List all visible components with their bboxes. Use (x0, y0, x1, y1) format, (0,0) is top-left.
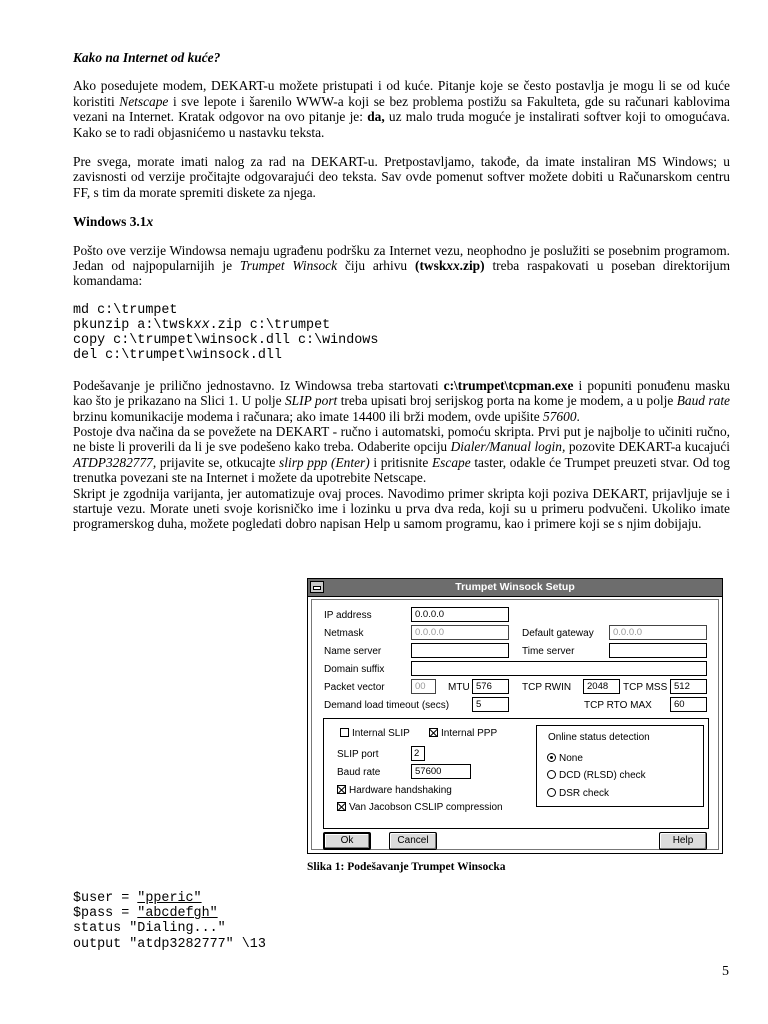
tcp-mss-input[interactable]: 512 (670, 679, 707, 694)
demand-load-timeout-label: Demand load timeout (secs) (324, 700, 450, 711)
code-block-install (73, 303, 730, 364)
internal-slip-checkbox[interactable] (340, 728, 410, 739)
tcp-mss-label: TCP MSS (623, 682, 668, 693)
ip-address-input[interactable]: 0.0.0.0 (411, 607, 509, 622)
text-bold-da: da, (367, 109, 385, 125)
hardware-handshaking-checkbox[interactable] (337, 785, 452, 796)
paragraph-requirements: Pre svega, morate imati nalog za rad na DEKART-u. Pretpostavljamo, takođe, da imate instaliran MS Windows; u zavisnosti od verzije pročitajte odgovarajući deo teksta. Sav ovde pomenut softver možete dobiti u Računarskom centru FF, s tim da morate spremiti diskete za njega. (73, 154, 730, 200)
password-value: "abcdefgh" (137, 906, 218, 922)
text: i popuniti ponuđenu masku kao što je prikazano na Slici 1. U polje (73, 377, 730, 409)
default-gateway-label: Default gateway (522, 628, 594, 639)
text: i pritisnite (369, 454, 432, 470)
online-status-group (536, 725, 704, 807)
checkbox-checked-icon (429, 728, 438, 737)
text: xx (446, 258, 460, 274)
checkbox-unchecked-icon (340, 728, 349, 737)
slip-port-label: SLIP port (337, 749, 379, 760)
text: SLIP port (284, 393, 338, 409)
paragraph-connect (73, 424, 730, 486)
ip-address-label: IP address (324, 610, 372, 621)
netmask-input[interactable]: 0.0.0.0 (411, 625, 509, 640)
text: čiju arhivu (337, 258, 416, 274)
help-button[interactable]: Help (659, 832, 707, 850)
text: Ako posedujete modem, DEKART-u možete pristupati i od kuće. Pitanje koje se često postavlja je mogu li se od kuće koristiti (73, 78, 730, 109)
mtu-input[interactable]: 576 (472, 679, 509, 694)
text: (twsk (415, 258, 447, 274)
name-server-label: Name server (324, 646, 382, 657)
trumpet-winsock-dialog (307, 578, 723, 854)
text: uz malo truda moguće je instalirati softver koji to omogućava. Kako se to radi objasnićemo u nastavku teksta. (73, 109, 731, 140)
checkbox-label: Hardware handshaking (349, 785, 452, 796)
radio-unselected-icon (547, 770, 556, 779)
text: . (576, 408, 580, 424)
dialog-body (311, 599, 719, 850)
status-dcd-radio[interactable] (547, 770, 646, 781)
checkbox-checked-icon (337, 802, 346, 811)
text: treba raspakovati u poseban direktorijum komandama: (73, 258, 730, 289)
packet-vector-label: Packet vector (324, 682, 385, 693)
text-archive-name (415, 258, 485, 273)
name-server-input[interactable] (411, 643, 509, 658)
mtu-label: MTU (448, 682, 470, 693)
username-value: "pperic" (137, 891, 202, 906)
internal-ppp-checkbox[interactable] (429, 728, 497, 739)
packet-vector-input[interactable]: 00 (411, 679, 436, 694)
default-gateway-input[interactable]: 0.0.0.0 (609, 625, 707, 640)
text: 57600 (543, 408, 577, 424)
slip-port-input[interactable]: 2 (411, 746, 425, 761)
online-status-title: Online status detection (548, 732, 650, 743)
text: Dialer/Manual login, (450, 439, 566, 455)
text: Podešavanje je prilično jednostavno. Iz Windowsa treba startovati (73, 377, 444, 393)
document-page (73, 50, 730, 532)
baud-rate-input[interactable]: 57600 (411, 764, 471, 779)
checkbox-label: Van Jacobson CSLIP compression (349, 802, 503, 813)
text: i sve lepote i šarenilo WWW-a koji se bez problema postižu sa Fakulteta, gde su računari kablovima vezani na Internet. Kratak odgovor na ovo pitanje je: (73, 93, 730, 125)
code-line: md c:\trumpet (73, 302, 178, 318)
text: Windows 3.1 (73, 214, 147, 230)
serial-settings-group (323, 718, 709, 829)
code-line: status "Dialing..." (73, 921, 226, 937)
text: taster, odakle će Trumpet preuzeti stvar. Od tog trenutka povezani ste na Internet i možete da upotrebite Netscape. (73, 454, 730, 486)
baud-rate-label: Baud rate (337, 767, 381, 778)
status-none-radio[interactable] (547, 753, 583, 764)
text: Baud rate (676, 393, 730, 409)
heading-internet-from-home: Kako na Internet od kuće? (73, 50, 221, 65)
paragraph-trumpet (73, 243, 730, 289)
text: pozovite DEKART-a kucajući (565, 439, 730, 455)
dialog-titlebar (308, 579, 722, 597)
checkbox-checked-icon (337, 785, 346, 794)
vj-compression-checkbox[interactable] (337, 802, 503, 813)
status-dsr-radio[interactable] (547, 788, 609, 799)
figure-caption: Slika 1: Podešavanje Trumpet Winsocka (307, 861, 506, 873)
checkbox-label: Internal PPP (441, 728, 498, 739)
code-line: del c:\trumpet\winsock.dll (73, 348, 282, 364)
tcp-rwin-input[interactable]: 2048 (583, 679, 620, 694)
code-line: $pass = (73, 906, 138, 922)
demand-load-timeout-input[interactable]: 5 (472, 697, 509, 712)
dialog-title: Trumpet Winsock Setup (455, 581, 575, 593)
text: .zip) (459, 258, 485, 274)
text: Postoje dva načina da se povežete na DEKART - ručno i automatski, pomoću skripta. Prvi put je najbolje to učiniti ručno, ne biste li proverili da li je sve podešeno kako treba. Odaberite opciju (73, 423, 730, 455)
text: prijavite se, otkucajte (156, 454, 280, 470)
time-server-input[interactable] (609, 643, 707, 658)
code-line: copy c:\trumpet\winsock.dll c:\windows (73, 333, 379, 349)
code-line: pkunzip a:\twsk (73, 318, 194, 334)
paragraph-script: Skript je zgodnija varijanta, jer automatizuje ovaj proces. Navodimo primer skripta koji poziva DEKART, prijavljuje se i startuje vezu. Morate uneti svoje korisničko ime i lozinku u prva dva reda, koji su u primeru podvučeni. Ukoliko imate programerskog duha, možete pogledati dobro napisan Help u samom programu, kao i primere koji se s njim dobijaju. (73, 485, 730, 532)
text: ATDP3282777, (73, 454, 157, 470)
tcp-rwin-label: TCP RWIN (522, 682, 572, 693)
code-line: $user = (73, 891, 138, 906)
domain-suffix-input[interactable] (411, 661, 707, 676)
code-block-script (73, 891, 266, 952)
text: x (146, 214, 154, 230)
text-netscape: Netscape (119, 93, 169, 109)
time-server-label: Time server (522, 646, 575, 657)
radio-selected-icon (547, 753, 556, 762)
text: Escape (432, 454, 471, 470)
code-line: xx (193, 318, 210, 334)
radio-label: DCD (RLSD) check (559, 770, 646, 781)
radio-unselected-icon (547, 788, 556, 797)
text-trumpet-winsock: Trumpet Winsock (239, 258, 338, 274)
radio-label: None (559, 753, 583, 764)
text-tcpman-path: c:\trumpet\tcpman.exe (443, 377, 574, 393)
netmask-label: Netmask (324, 628, 364, 639)
text: brzinu komunikacije modema i računara; ako imate 14400 ili brži modem, ovde upišite (73, 408, 544, 424)
ok-button[interactable]: Ok (323, 832, 371, 850)
domain-suffix-label: Domain suffix (324, 664, 385, 675)
page-number: 5 (722, 964, 729, 979)
paragraph-setup (73, 378, 730, 424)
code-line: .zip c:\trumpet (209, 318, 331, 334)
text: Pošto ove verzije Windowsa nemaju ugrađenu podršku za Internet vezu, neophodno je poslužiti se posebnim programom. Jedan od najpopularnijih je (73, 242, 730, 274)
code-line: output "atdp3282777" \13 (73, 936, 266, 952)
checkbox-label: Internal SLIP (352, 728, 410, 739)
tcp-rto-max-label: TCP RTO MAX (584, 700, 652, 711)
radio-label: DSR check (559, 788, 610, 799)
paragraph-intro (73, 78, 730, 140)
tcp-rto-max-input[interactable]: 60 (670, 697, 707, 712)
text: treba upisati broj serijskog porta na kome je modem, a u polje (337, 393, 677, 409)
cancel-button[interactable]: Cancel (389, 832, 437, 850)
text: slirp ppp (Enter) (279, 454, 370, 470)
heading-windows-31x (73, 214, 730, 229)
